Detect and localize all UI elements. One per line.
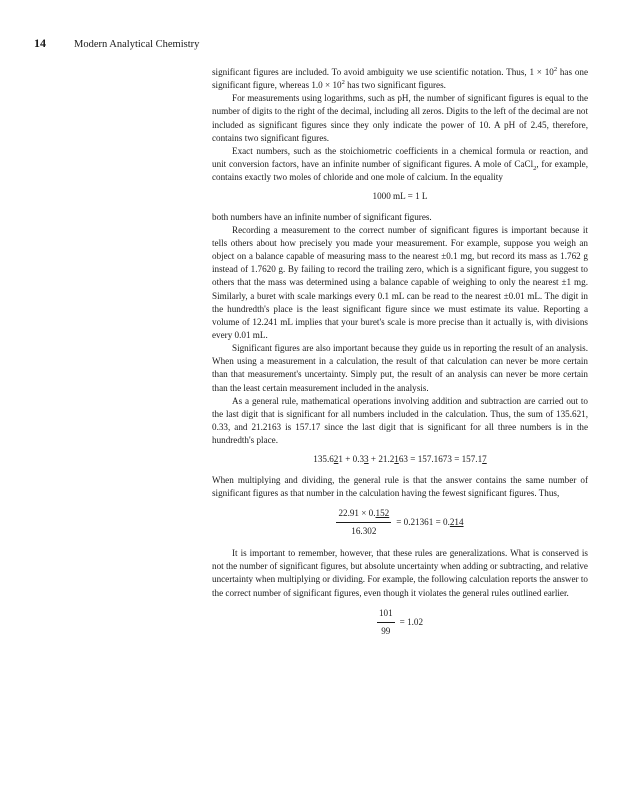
equation-result: = 1.02 [399,616,424,627]
paragraph-8: When multiplying and dividing, the general rule is that the answer contains the same number of significant figures as that number in the calculation having the fewest significant figures. Thus, [212,474,588,498]
text-span: = 0.21361 = 0. [396,516,450,527]
underlined-digits: 152 [375,507,390,518]
text-span: , for example, contains exactly two moles of chloride and one mole of calcium. In the equality [212,159,588,183]
equation-result [396,516,463,529]
running-header [34,36,598,51]
text-span: + 21.2 [368,454,395,465]
fraction-numerator [336,507,391,523]
paragraph-9: It is important to remember, however, that these rules are generalizations. What is conserved is not the number of significant figures, but absolute uncertainty when adding or subtracting, and relative uncertainty when multiplying or dividing. For example, the following calculation reports the answer to the correct number of significant figures, even though it violates the general rules outlined earlier. [212,548,588,598]
text-span: 22.91 × 0. [338,507,376,518]
text-span: 135.6 [313,454,334,465]
fraction [377,607,395,638]
fraction [336,507,391,538]
equation-sum [212,453,588,466]
paragraph-7: As a general rule, mathematical operations involving addition and subtraction are carried out to the last digit that is significant for all numbers included in the calculation. Thus, the sum of 135.621, 0.33, and 21.2163 is 157.17 since the last digit that is significant for all three numbers is in the hundredth's place. [212,395,588,446]
paragraph-2: For measurements using logarithms, such as pH, the number of significant figures is equal to the number of digits to the right of the decimal, including all zeros. Digits to the left of the decimal are not included as significant figures since they only indicate the power of 10. A pH of 2.45, therefore, contains two significant figures. [212,93,588,143]
page-number: 14 [34,36,46,50]
text-span: has one significant figure, whereas 1.0 × 10 [212,67,588,91]
underlined-digit: 1 [394,454,399,465]
underlined-digit: 3 [364,454,369,465]
text-span: has two significant figures. [344,80,446,91]
body-text [212,66,588,647]
text-span: 1 + 0.3 [338,454,365,465]
superscript: 2 [553,65,558,73]
paragraph-4: both numbers have an infinite number of significant figures. [212,211,432,222]
equation-product [212,507,588,538]
paragraph-1 [212,66,588,92]
superscript: 2 [341,79,345,87]
underlined-digit: 7 [482,454,487,465]
equation-equality: 1000 mL = 1 L [372,191,428,202]
text-span: 63 = 157.1673 = 157.1 [398,454,483,465]
running-title: Modern Analytical Chemistry [74,39,200,50]
equation-quotient [212,607,588,638]
underlined-digits: 214 [449,516,464,527]
paragraph-6: Significant figures are also important because they guide us in reporting the result of an analysis. When using a measurement in a calculation, the result of that calculation can never be more certain than that measurement's uncertainty. Simply put, the result of an analysis can never be more certain than the least certain measurement included in the analysis. [212,343,588,393]
fraction-numerator: 101 [377,607,395,623]
fraction-denominator: 16.302 [351,526,377,536]
underlined-digit: 2 [333,454,339,465]
subscript: 2 [533,164,537,172]
paragraph-3 [212,145,588,184]
text-span: Exact numbers, such as the stoichiometric coefficients in a chemical formula or reaction, and unit conversion factors, have an infinite number of significant figures. A mole of CaCl [212,145,588,170]
fraction-denominator: 99 [381,625,391,636]
paragraph-5: Recording a measurement to the correct number of significant figures is important because it tells others about how precisely you made your measurement. For example, suppose you weigh an object on a balance capable of measuring mass to the nearest ±0.1 mg, but record its mass as 1.762 g instead of 1.7620 g. By failing to record the trailing zero, which is a significant figure, you suggest to others that the mass was determined using a balance capable of weighing to only the nearest ±1 mg. Similarly, a buret with scale markings every 0.1 mL can be read to the nearest ±0.01 mL. The digit in the hundredth's place is the least significant figure since we must estimate its value. Reporting a volume of 12.241 mL implies that your buret's scale is more precise than it actually is, with divisions every 0.01 mL. [212,224,588,340]
text-span: significant figures are included. To avoid ambiguity we use scientific notation. Thus, 1 × 10 [212,67,554,77]
